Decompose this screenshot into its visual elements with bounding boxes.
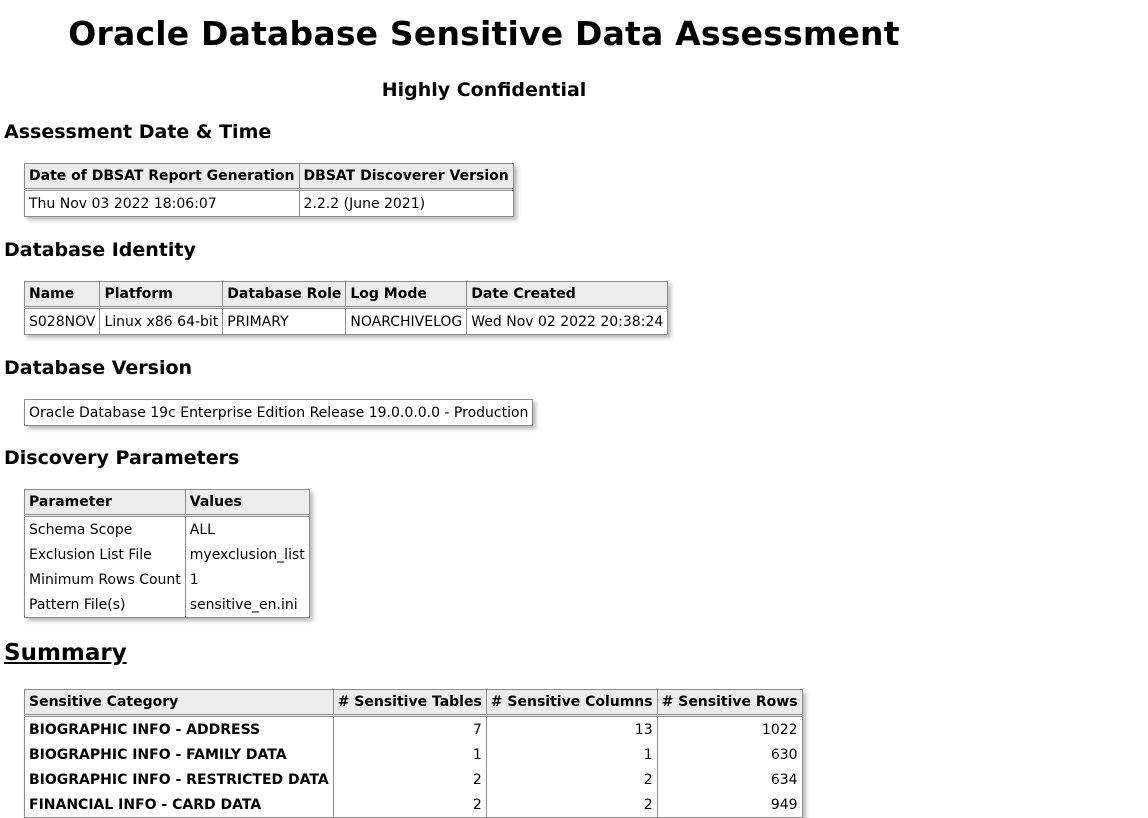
table-cell: ALL: [189, 521, 215, 538]
rows-count-cell: 1022: [761, 721, 798, 738]
table-cell: Oracle Database 19c Enterprise Edition Release 19.0.0.0.0 - Production: [29, 404, 529, 421]
table-header-row: [25, 490, 309, 517]
tables-count-cell: 2: [334, 767, 487, 792]
table-cell: S028NOV: [25, 309, 100, 334]
column-header: Date of DBSAT Report Generation: [25, 164, 300, 191]
table-cell: Minimum Rows Count: [25, 567, 186, 592]
column-header: DBSAT Discoverer Version: [300, 164, 513, 191]
summary-heading: Summary: [4, 640, 127, 666]
assessment-table: [24, 163, 514, 217]
report-title: Oracle Database Sensitive Data Assessment: [68, 14, 900, 53]
column-header: Log Mode: [346, 282, 467, 309]
columns-count-cell: 2: [487, 792, 658, 817]
tables-count-cell: 2: [334, 792, 487, 817]
discovery-heading: Discovery Parameters: [4, 447, 240, 469]
table-cell: Exclusion List File: [25, 542, 186, 567]
category-cell: BIOGRAPHIC INFO - RESTRICTED DATA: [25, 767, 334, 792]
table-header-row: [25, 690, 802, 717]
rows-count-cell: 630: [770, 746, 798, 763]
table-row: [25, 717, 802, 742]
assessment-heading: Assessment Date & Time: [4, 121, 272, 143]
table-cell: sensitive_en.ini: [189, 596, 298, 613]
table-row: [25, 767, 802, 792]
table-row: [25, 517, 309, 542]
column-header: # Sensitive Columns: [487, 690, 658, 717]
columns-count-cell: 13: [487, 717, 658, 742]
column-header: Parameter: [25, 490, 186, 517]
tables-count-cell: 1: [334, 742, 487, 767]
table-cell: Schema Scope: [25, 517, 186, 542]
table-row: [25, 191, 513, 216]
table-cell: NOARCHIVELOG: [346, 309, 467, 334]
table-row: [25, 592, 309, 617]
table-row: [25, 742, 802, 767]
table-cell: Thu Nov 03 2022 18:06:07: [25, 191, 300, 216]
column-header: Platform: [100, 282, 223, 309]
discovery-table: [24, 489, 310, 618]
category-cell: BIOGRAPHIC INFO - FAMILY DATA: [25, 742, 334, 767]
identity-heading: Database Identity: [4, 239, 196, 261]
category-cell: BIOGRAPHIC INFO - ADDRESS: [25, 717, 334, 742]
column-header: Sensitive Category: [25, 690, 334, 717]
table-cell: 2.2.2 (June 2021): [303, 195, 426, 212]
tables-count-cell: 7: [334, 717, 487, 742]
version-heading: Database Version: [4, 357, 193, 379]
columns-count-cell: 2: [487, 767, 658, 792]
table-row: [25, 792, 802, 817]
table-cell: myexclusion_list: [189, 546, 305, 563]
table-row: [25, 309, 667, 334]
table-cell: PRIMARY: [223, 309, 346, 334]
column-header: Name: [25, 282, 100, 309]
table-row: [25, 400, 532, 425]
table-header-row: [25, 282, 667, 309]
table-cell: 1: [189, 571, 199, 588]
rows-count-cell: 949: [770, 796, 798, 813]
table-row: [25, 542, 309, 567]
category-cell: FINANCIAL INFO - CARD DATA: [25, 792, 334, 817]
column-header: Database Role: [223, 282, 346, 309]
table-cell: Pattern File(s): [25, 592, 186, 617]
table-cell: Wed Nov 02 2022 20:38:24: [471, 313, 664, 330]
column-header: # Sensitive Tables: [334, 690, 487, 717]
confidentiality-label: Highly Confidential: [381, 79, 587, 101]
table-cell: Linux x86 64-bit: [100, 309, 223, 334]
summary-table: [24, 689, 803, 818]
column-header: # Sensitive Rows: [658, 690, 802, 717]
column-header: Date Created: [467, 282, 667, 309]
table-row: [25, 567, 309, 592]
table-header-row: [25, 164, 513, 191]
identity-table: [24, 281, 668, 335]
version-table: [24, 399, 533, 426]
column-header: Values: [186, 490, 309, 517]
columns-count-cell: 1: [487, 742, 658, 767]
rows-count-cell: 634: [770, 771, 798, 788]
